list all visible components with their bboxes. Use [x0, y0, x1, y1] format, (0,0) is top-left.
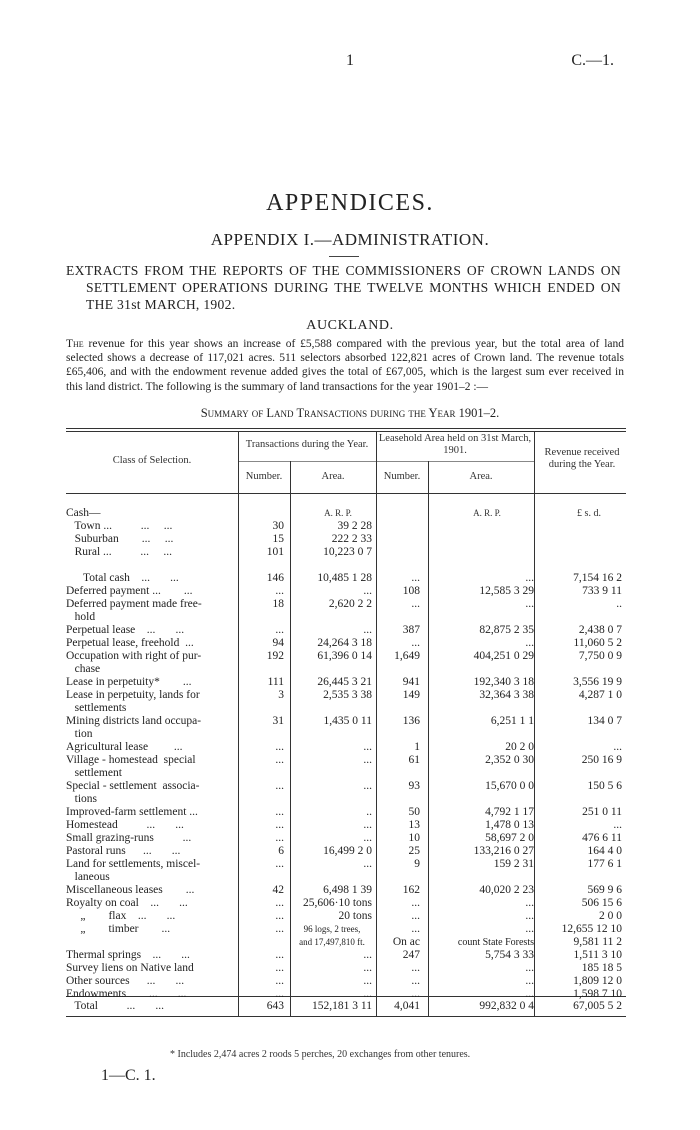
- cell-lnum: ...: [411, 910, 420, 922]
- header-lease-area: Area.: [469, 471, 493, 482]
- cell-larea: ...: [525, 637, 534, 649]
- cell-num: 94: [272, 637, 284, 649]
- table-row: [66, 741, 626, 754]
- table-row: [66, 819, 626, 832]
- table-row: [66, 676, 626, 689]
- cell-lnum: 25: [408, 845, 420, 857]
- cell-larea: ...: [525, 897, 534, 909]
- cell-num: ...: [275, 975, 284, 987]
- cell-lnum: 61: [408, 754, 420, 766]
- cell-name: „ timber ...: [66, 923, 171, 935]
- cell-rev: 150 5 6: [587, 780, 622, 792]
- cell-area: ...: [363, 832, 372, 844]
- cell-num: 146: [266, 572, 284, 584]
- total-area: 152,181 3 11: [312, 1000, 372, 1012]
- cell-name: Perpetual lease, freehold ...: [66, 637, 194, 649]
- table-row: [66, 884, 626, 897]
- cell-name: Occupation with right of pur-: [66, 650, 202, 662]
- cell-rev: 4,287 1 0: [578, 689, 622, 701]
- cell-rev: 134 0 7: [587, 715, 622, 727]
- cell-area: ...: [363, 962, 372, 974]
- cell-num: ...: [275, 897, 284, 909]
- total-num: 643: [266, 1000, 284, 1012]
- cell-rev: ..: [616, 598, 622, 610]
- cell-rev: 185 18 5: [581, 962, 622, 974]
- cell-area: ...: [363, 975, 372, 987]
- table-row: [66, 598, 626, 611]
- cell-lnum: ...: [411, 975, 420, 987]
- table-row: [66, 975, 626, 988]
- extracts-heading: [66, 262, 621, 313]
- cell-larea: ...: [525, 598, 534, 610]
- cell-num: ...: [275, 624, 284, 636]
- cell-num: 3: [278, 689, 284, 701]
- cell-name: settlement: [66, 767, 122, 779]
- total-rev: 67,005 5 2: [573, 1000, 622, 1012]
- total-lnum: 4,041: [394, 1000, 420, 1012]
- cell-area: 10,223 0 7: [323, 546, 372, 558]
- header-revenue: Revenue received during the Year.: [544, 447, 620, 470]
- cell-lnum: 941: [402, 676, 420, 688]
- cell-larea: 133,216 0 27: [473, 845, 534, 857]
- table-row: [66, 702, 626, 715]
- cell-name: Mining districts land occupa-: [66, 715, 202, 727]
- table-top-rule-2: [66, 431, 626, 432]
- cell-num: 30: [272, 520, 284, 532]
- cell-num: ...: [275, 923, 284, 935]
- cell-name: chase: [66, 663, 101, 675]
- table-row: [66, 754, 626, 767]
- cell-area: ..: [366, 806, 372, 818]
- cell-area: 10,485 1 28: [317, 572, 372, 584]
- cell-num: ...: [275, 949, 284, 961]
- cell-name: Total cash ... ...: [66, 572, 179, 584]
- cell-lnum: 13: [408, 819, 420, 831]
- cell-larea: 192,340 3 18: [473, 676, 534, 688]
- page-title: APPENDICES.: [266, 190, 434, 216]
- cell-num: 6: [278, 845, 284, 857]
- cell-larea: ...: [525, 923, 534, 935]
- table-row: [66, 572, 626, 585]
- cell-name: laneous: [66, 871, 110, 883]
- cell-rev: 11,060 5 2: [573, 637, 622, 649]
- cell-area: 222 2 33: [331, 533, 372, 545]
- cell-area: ...: [363, 780, 372, 792]
- cell-name: Survey liens on Native land: [66, 962, 194, 974]
- header-area: Area.: [321, 471, 345, 482]
- cell-name: Small grazing-runs ...: [66, 832, 192, 844]
- total-name: Total ... ...: [66, 1000, 165, 1012]
- cell-num: ...: [275, 754, 284, 766]
- cell-lnum: 1: [414, 741, 420, 753]
- document-reference: C.—1.: [571, 52, 614, 69]
- cell-area: ...: [363, 858, 372, 870]
- cell-num: ...: [275, 832, 284, 844]
- cell-lnum: 387: [402, 624, 420, 636]
- table-row: [66, 624, 626, 637]
- cell-num: 111: [267, 676, 284, 688]
- cell-name: Cash—: [66, 507, 101, 519]
- cell-rev: 2 0 0: [599, 910, 622, 922]
- cell-lnum: 108: [402, 585, 420, 597]
- table-row: [66, 910, 626, 923]
- table-row: [66, 689, 626, 702]
- cell-name: Endowments ... ...: [66, 988, 187, 1000]
- cell-lnum: ...: [411, 572, 420, 584]
- cell-larea: 6,251 1 1: [490, 715, 534, 727]
- cell-num: ...: [275, 741, 284, 753]
- cell-name: tion: [66, 728, 93, 740]
- cell-rev: 1,511 3 10: [573, 949, 622, 961]
- cell-larea: ...: [525, 962, 534, 974]
- cell-name: Rural ... ... ...: [66, 546, 173, 558]
- cell-lnum: ...: [411, 897, 420, 909]
- intro-paragraph-text: revenue for this year shows an increase of £5,588 compared with the previous year, but the total area of land selected shows a decrease of 117,021 acres. 511 selectors absorbed 122,821 acres of Crown land. The revenue totals £65,406, and with the endowment revenue added gives the total of £67,005, which is the largest sum ever received in this land district. The following is the summary of land transactions for the year 1901–2 :—: [66, 338, 624, 393]
- table-row: [66, 949, 626, 962]
- cell-larea: 15,670 0 0: [485, 780, 534, 792]
- cell-area: ...: [363, 741, 372, 753]
- title-divider: [329, 256, 359, 257]
- appendix-title: APPENDIX I.—ADMINISTRATION.: [210, 230, 490, 249]
- cell-name: Lease in perpetuity* ...: [66, 676, 192, 688]
- cell-area: ...: [363, 754, 372, 766]
- cell-lnum: 162: [402, 884, 420, 896]
- cell-rev: 1,809 12 0: [573, 975, 622, 987]
- header-bottom-rule: [66, 493, 626, 494]
- district-heading: AUCKLAND.: [306, 318, 394, 333]
- cell-rev: 1,598 7 10: [573, 988, 622, 1000]
- cell-area: 6,498 1 39: [323, 884, 372, 896]
- cell-name: Suburban ... ...: [66, 533, 174, 545]
- header-leasehold: Leasehold Area held on 31st March, 1901.: [378, 433, 532, 456]
- cell-name: Town ... ... ...: [66, 520, 173, 532]
- intro-paragraph: [66, 337, 624, 394]
- cell-area: 1,435 0 11: [323, 715, 372, 727]
- table-row: [66, 507, 626, 520]
- cell-rev: 506 15 6: [581, 897, 622, 909]
- cell-area: ...: [363, 819, 372, 831]
- table-row: [66, 858, 626, 871]
- table-row: [66, 533, 626, 546]
- cell-larea: ...: [525, 572, 534, 584]
- cell-larea: 82,875 2 35: [479, 624, 534, 636]
- cell-rev: ...: [613, 819, 622, 831]
- cell-name: Miscellaneous leases ...: [66, 884, 195, 896]
- cell-lnum: 149: [402, 689, 420, 701]
- cell-name: hold: [66, 611, 96, 623]
- land-transactions-table: [66, 425, 626, 1025]
- cell-larea: 58,697 2 0: [485, 832, 534, 844]
- cell-area: 26,445 3 21: [317, 676, 372, 688]
- cell-area: 2,535 3 38: [323, 689, 372, 701]
- header-lease-number: Number.: [383, 471, 421, 482]
- header-sub-rule: [238, 461, 534, 462]
- cell-num: ...: [275, 858, 284, 870]
- cell-name: Deferred payment ... ...: [66, 585, 193, 597]
- cell-area: 96 logs, 2 trees,: [303, 924, 361, 934]
- table-row: [66, 845, 626, 858]
- table-row: [66, 663, 626, 676]
- cell-num: ...: [275, 988, 284, 1000]
- table-row: [66, 546, 626, 559]
- table-row: [66, 832, 626, 845]
- cell-name: Deferred payment made free-: [66, 598, 202, 610]
- cell-larea: count State Forests: [457, 937, 534, 948]
- cell-lnum: On ac: [392, 936, 420, 948]
- cell-num: 192: [266, 650, 284, 662]
- cell-name: Agricultural lease ...: [66, 741, 183, 753]
- cell-larea: ...: [525, 975, 534, 987]
- cell-area: ...: [363, 585, 372, 597]
- cell-larea: 20 2 0: [505, 741, 534, 753]
- cell-num: ...: [275, 806, 284, 818]
- cell-rev: 164 4 0: [587, 845, 622, 857]
- cell-num: 31: [272, 715, 284, 727]
- cell-rev: 476 6 11: [582, 832, 622, 844]
- cell-lnum: 93: [408, 780, 420, 792]
- header-number: Number.: [245, 471, 283, 482]
- cell-area: ...: [363, 988, 372, 1000]
- table-row: [66, 767, 626, 780]
- table-row: [66, 780, 626, 793]
- table-row: [66, 637, 626, 650]
- table-row: [66, 611, 626, 624]
- cell-area: 24,264 3 18: [317, 637, 372, 649]
- footnote: * Includes 2,474 acres 2 roods 5 perches, 20 exchanges from other tenures.: [170, 1049, 471, 1060]
- cell-name: Village - homestead special: [66, 754, 196, 766]
- cell-num: ...: [275, 585, 284, 597]
- cell-name: Perpetual lease ... ...: [66, 624, 185, 636]
- footer-reference: 1—C. 1.: [101, 1067, 156, 1084]
- cell-rev: 733 9 11: [582, 585, 622, 597]
- cell-num: ...: [275, 962, 284, 974]
- table-row: [66, 936, 626, 949]
- cell-lnum: 10: [408, 832, 420, 844]
- header-transactions: Transactions during the Year.: [245, 439, 369, 450]
- cell-rev: 250 16 9: [581, 754, 622, 766]
- table-caption: Summary of Land Transactions during the Year 1901–2.: [200, 406, 500, 420]
- cell-name: Thermal springs ... ...: [66, 949, 190, 961]
- table-row: [66, 728, 626, 741]
- revenue-units: £ s. d.: [577, 508, 601, 519]
- table-row: [66, 923, 626, 936]
- header-class: Class of Selection.: [112, 455, 192, 466]
- cell-rev: 2,438 0 7: [578, 624, 622, 636]
- cell-larea: 32,364 3 38: [479, 689, 534, 701]
- table-row: [66, 585, 626, 598]
- table-row: [66, 650, 626, 663]
- cell-area: and 17,497,810 ft.: [299, 937, 365, 947]
- cell-rev: 177 6 1: [587, 858, 622, 870]
- cell-area: 25,606·10 tons: [303, 897, 372, 909]
- extracts-heading-text: EXTRACTS FROM THE REPORTS OF THE COMMISSIONERS OF CROWN LANDS ON SETTLEMENT OPERATIONS DURING THE TWELVE MONTHS WHICH ENDED ON THE 31st MARCH, 1902.: [66, 263, 621, 312]
- table-row: [66, 559, 626, 572]
- total-larea: 992,832 0 4: [479, 1000, 534, 1012]
- cell-larea: 40,020 2 23: [479, 884, 534, 896]
- cell-name: Homestead ... ...: [66, 819, 184, 831]
- cell-name: tions: [66, 793, 97, 805]
- cell-rev: 9,581 11 2: [573, 936, 622, 948]
- cell-rev: 251 0 11: [582, 806, 622, 818]
- cell-num: ...: [275, 910, 284, 922]
- cell-larea: 4,792 1 17: [485, 806, 534, 818]
- area-units: A. R. P.: [324, 508, 352, 518]
- cell-rev: 12,655 12 10: [561, 923, 622, 935]
- cell-area: ...: [363, 624, 372, 636]
- cell-num: 101: [266, 546, 284, 558]
- table-row: [66, 897, 626, 910]
- cell-area: 20 tons: [338, 910, 372, 922]
- lease-area-units: A. R. P.: [473, 508, 501, 518]
- cell-name: settlements: [66, 702, 127, 714]
- cell-lnum: 136: [402, 715, 420, 727]
- cell-name: Royalty on coal ... ...: [66, 897, 188, 909]
- cell-lnum: 247: [402, 949, 420, 961]
- cell-num: ...: [275, 780, 284, 792]
- total-bottom-rule: [66, 1016, 626, 1017]
- cell-name: Special - settlement associa-: [66, 780, 200, 792]
- table-row: [66, 806, 626, 819]
- total-row: [66, 1000, 626, 1013]
- cell-area: 61,396 0 14: [317, 650, 372, 662]
- cell-lnum: 9: [414, 858, 420, 870]
- table-row: [66, 715, 626, 728]
- cell-num: ...: [275, 819, 284, 831]
- cell-num: 42: [272, 884, 284, 896]
- cell-area: 2,620 2 2: [328, 598, 372, 610]
- cell-lnum: ...: [411, 988, 420, 1000]
- cell-rev: 7,154 16 2: [573, 572, 622, 584]
- cell-larea: ...: [525, 910, 534, 922]
- cell-area: ...: [363, 949, 372, 961]
- table-row: [66, 962, 626, 975]
- page-number: 1: [346, 52, 354, 69]
- cell-lnum: ...: [411, 923, 420, 935]
- cell-larea: 1,478 0 13: [485, 819, 534, 831]
- cell-name: Other sources ... ...: [66, 975, 185, 987]
- cell-larea: 404,251 0 29: [473, 650, 534, 662]
- table-row: [66, 520, 626, 533]
- cell-num: 15: [272, 533, 284, 545]
- cell-lnum: ...: [411, 637, 420, 649]
- cell-lnum: ...: [411, 598, 420, 610]
- table-row: [66, 793, 626, 806]
- cell-area: 39 2 28: [337, 520, 372, 532]
- cell-rev: 3,556 19 9: [573, 676, 622, 688]
- cell-rev: ...: [613, 741, 622, 753]
- cell-larea: 5,754 3 33: [485, 949, 534, 961]
- cell-area: 16,499 2 0: [323, 845, 372, 857]
- cell-larea: 12,585 3 29: [479, 585, 534, 597]
- cell-larea: 159 2 31: [493, 858, 534, 870]
- cell-name: Improved-farm settlement ...: [66, 806, 198, 818]
- cell-larea: ...: [525, 988, 534, 1000]
- cell-name: „ flax ... ...: [66, 910, 176, 922]
- table-top-rule: [66, 428, 626, 429]
- cell-name: Pastoral runs ... ...: [66, 845, 181, 857]
- cell-name: Lease in perpetuity, lands for: [66, 689, 200, 701]
- cell-lnum: ...: [411, 962, 420, 974]
- cell-name: Land for settlements, miscel-: [66, 858, 201, 870]
- cell-num: 18: [272, 598, 284, 610]
- cell-rev: 7,750 0 9: [578, 650, 622, 662]
- table-row: [66, 871, 626, 884]
- cell-lnum: 1,649: [394, 650, 420, 662]
- cell-lnum: 50: [408, 806, 420, 818]
- intro-lead-word: The: [66, 338, 84, 350]
- cell-rev: 569 9 6: [587, 884, 622, 896]
- cell-larea: 2,352 0 30: [485, 754, 534, 766]
